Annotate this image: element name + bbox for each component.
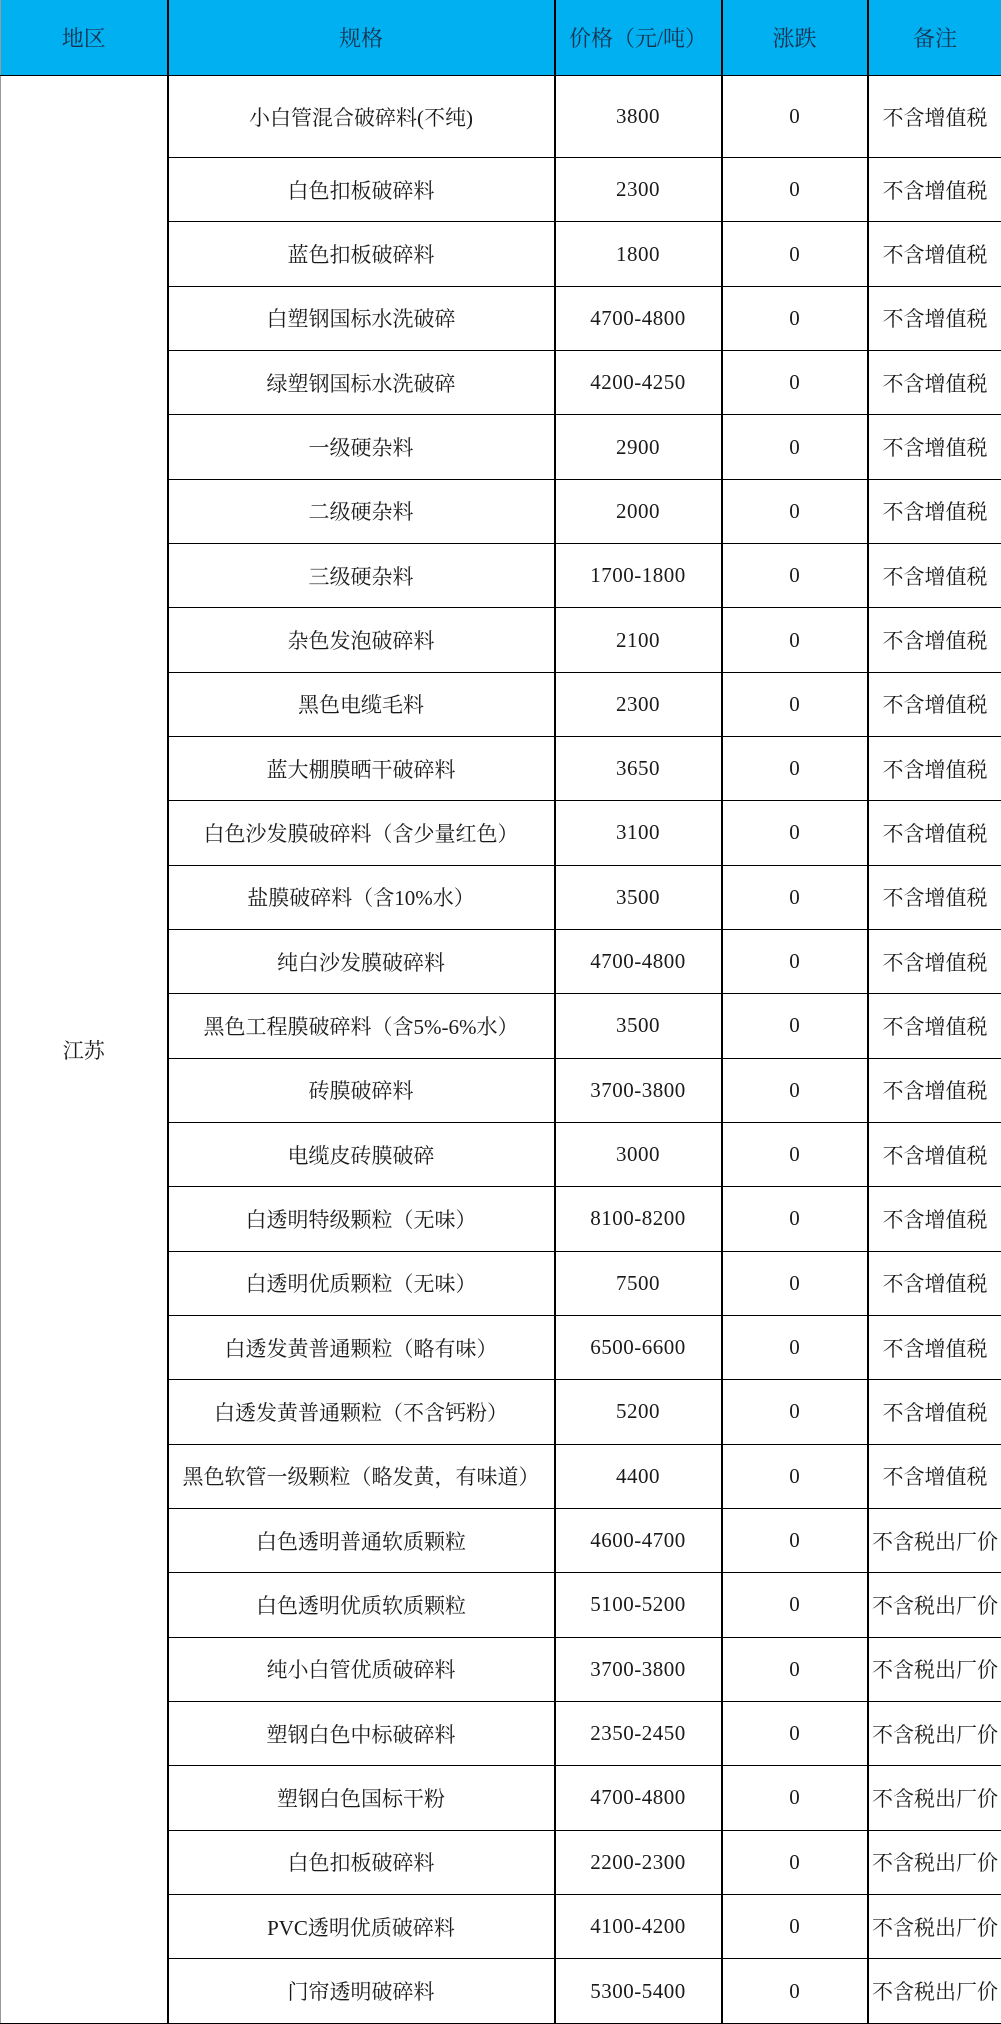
price-cell: 3000 <box>555 1122 722 1186</box>
remark-cell: 不含增值税 <box>868 286 1001 350</box>
remark-cell: 不含税出厂价 <box>868 1959 1001 2024</box>
remark-cell: 不含增值税 <box>868 222 1001 286</box>
spec-cell: 黑色软管一级颗粒（略发黄，有味道） <box>168 1444 555 1508</box>
remark-cell: 不含增值税 <box>868 1251 1001 1315</box>
price-cell: 3800 <box>555 76 722 158</box>
change-cell: 0 <box>722 222 868 286</box>
remark-cell: 不含增值税 <box>868 929 1001 993</box>
price-cell: 3100 <box>555 801 722 865</box>
remark-cell: 不含增值税 <box>868 1122 1001 1186</box>
change-cell: 0 <box>722 415 868 479</box>
remark-cell: 不含增值税 <box>868 1380 1001 1444</box>
spec-cell: 白透发黄普通颗粒（不含钙粉） <box>168 1380 555 1444</box>
price-cell: 4700-4800 <box>555 929 722 993</box>
remark-cell: 不含增值税 <box>868 1444 1001 1508</box>
spec-cell: 盐膜破碎料（含10%水） <box>168 865 555 929</box>
table-body <box>1 76 1001 2024</box>
region-cell: 江苏 <box>1 76 168 2024</box>
remark-cell: 不含增值税 <box>868 1187 1001 1251</box>
change-cell: 0 <box>722 608 868 672</box>
change-cell: 0 <box>722 1894 868 1958</box>
remark-cell: 不含税出厂价 <box>868 1701 1001 1765</box>
price-cell: 2100 <box>555 608 722 672</box>
remark-cell: 不含增值税 <box>868 801 1001 865</box>
header-region: 地区 <box>1 0 168 76</box>
price-cell: 4600-4700 <box>555 1508 722 1572</box>
spec-cell: 塑钢白色国标干粉 <box>168 1766 555 1830</box>
spec-cell: 纯白沙发膜破碎料 <box>168 929 555 993</box>
change-cell: 0 <box>722 158 868 222</box>
price-cell: 8100-8200 <box>555 1187 722 1251</box>
spec-cell: 小白管混合破碎料(不纯) <box>168 76 555 158</box>
price-cell: 7500 <box>555 1251 722 1315</box>
price-cell: 4700-4800 <box>555 286 722 350</box>
spec-cell: 蓝大棚膜晒干破碎料 <box>168 737 555 801</box>
change-cell: 0 <box>722 1959 868 2024</box>
change-cell: 0 <box>722 1701 868 1765</box>
spec-cell: 白色透明普通软质颗粒 <box>168 1508 555 1572</box>
change-cell: 0 <box>722 801 868 865</box>
price-cell: 3700-3800 <box>555 1637 722 1701</box>
price-cell: 4100-4200 <box>555 1894 722 1958</box>
change-cell: 0 <box>722 1766 868 1830</box>
spec-cell: 白色沙发膜破碎料（含少量红色） <box>168 801 555 865</box>
price-cell: 2350-2450 <box>555 1701 722 1765</box>
price-cell: 3500 <box>555 994 722 1058</box>
remark-cell: 不含增值税 <box>868 737 1001 801</box>
header-row <box>1 0 1001 76</box>
change-cell: 0 <box>722 1315 868 1379</box>
change-cell: 0 <box>722 929 868 993</box>
header-change: 涨跌 <box>722 0 868 76</box>
price-cell: 2200-2300 <box>555 1830 722 1894</box>
change-cell: 0 <box>722 479 868 543</box>
change-cell: 0 <box>722 1637 868 1701</box>
change-cell: 0 <box>722 865 868 929</box>
price-cell: 4400 <box>555 1444 722 1508</box>
spec-cell: PVC透明优质破碎料 <box>168 1894 555 1958</box>
price-cell: 2900 <box>555 415 722 479</box>
spec-cell: 塑钢白色中标破碎料 <box>168 1701 555 1765</box>
header-price: 价格（元/吨） <box>555 0 722 76</box>
price-cell: 1800 <box>555 222 722 286</box>
spec-cell: 黑色工程膜破碎料（含5%-6%水） <box>168 994 555 1058</box>
change-cell: 0 <box>722 1573 868 1637</box>
remark-cell: 不含增值税 <box>868 158 1001 222</box>
spec-cell: 白透发黄普通颗粒（略有味） <box>168 1315 555 1379</box>
change-cell: 0 <box>722 1830 868 1894</box>
spec-cell: 电缆皮砖膜破碎 <box>168 1122 555 1186</box>
price-cell: 5200 <box>555 1380 722 1444</box>
remark-cell: 不含税出厂价 <box>868 1830 1001 1894</box>
spec-cell: 白透明特级颗粒（无味） <box>168 1187 555 1251</box>
remark-cell: 不含增值税 <box>868 415 1001 479</box>
remark-cell: 不含税出厂价 <box>868 1508 1001 1572</box>
remark-cell: 不含增值税 <box>868 608 1001 672</box>
change-cell: 0 <box>722 994 868 1058</box>
remark-cell: 不含增值税 <box>868 865 1001 929</box>
price-cell: 4700-4800 <box>555 1766 722 1830</box>
spec-cell: 白色扣板破碎料 <box>168 158 555 222</box>
table-row <box>1 76 1001 158</box>
spec-cell: 白色透明优质软质颗粒 <box>168 1573 555 1637</box>
spec-cell: 纯小白管优质破碎料 <box>168 1637 555 1701</box>
price-cell: 1700-1800 <box>555 544 722 608</box>
change-cell: 0 <box>722 1444 868 1508</box>
change-cell: 0 <box>722 1508 868 1572</box>
change-cell: 0 <box>722 351 868 415</box>
change-cell: 0 <box>722 737 868 801</box>
change-cell: 0 <box>722 1380 868 1444</box>
spec-cell: 二级硬杂料 <box>168 479 555 543</box>
spec-cell: 蓝色扣板破碎料 <box>168 222 555 286</box>
spec-cell: 白塑钢国标水洗破碎 <box>168 286 555 350</box>
header-spec: 规格 <box>168 0 555 76</box>
remark-cell: 不含税出厂价 <box>868 1766 1001 1830</box>
spec-cell: 黑色电缆毛料 <box>168 672 555 736</box>
table-header <box>1 0 1001 76</box>
change-cell: 0 <box>722 1251 868 1315</box>
change-cell: 0 <box>722 1122 868 1186</box>
remark-cell: 不含增值税 <box>868 994 1001 1058</box>
remark-cell: 不含增值税 <box>868 1058 1001 1122</box>
remark-cell: 不含增值税 <box>868 76 1001 158</box>
spec-cell: 绿塑钢国标水洗破碎 <box>168 351 555 415</box>
price-cell: 3700-3800 <box>555 1058 722 1122</box>
price-cell: 2300 <box>555 158 722 222</box>
change-cell: 0 <box>722 76 868 158</box>
price-cell: 3500 <box>555 865 722 929</box>
change-cell: 0 <box>722 672 868 736</box>
header-remark: 备注 <box>868 0 1001 76</box>
remark-cell: 不含增值税 <box>868 351 1001 415</box>
spec-cell: 三级硬杂料 <box>168 544 555 608</box>
remark-cell: 不含税出厂价 <box>868 1894 1001 1958</box>
remark-cell: 不含增值税 <box>868 544 1001 608</box>
price-cell: 3650 <box>555 737 722 801</box>
spec-cell: 杂色发泡破碎料 <box>168 608 555 672</box>
price-cell: 4200-4250 <box>555 351 722 415</box>
change-cell: 0 <box>722 1187 868 1251</box>
price-cell: 6500-6600 <box>555 1315 722 1379</box>
price-cell: 2300 <box>555 672 722 736</box>
spec-cell: 砖膜破碎料 <box>168 1058 555 1122</box>
spec-cell: 门帘透明破碎料 <box>168 1959 555 2024</box>
remark-cell: 不含增值税 <box>868 479 1001 543</box>
remark-cell: 不含增值税 <box>868 672 1001 736</box>
spec-cell: 一级硬杂料 <box>168 415 555 479</box>
remark-cell: 不含增值税 <box>868 1315 1001 1379</box>
change-cell: 0 <box>722 544 868 608</box>
remark-cell: 不含税出厂价 <box>868 1637 1001 1701</box>
change-cell: 0 <box>722 286 868 350</box>
price-cell: 5100-5200 <box>555 1573 722 1637</box>
spec-cell: 白透明优质颗粒（无味） <box>168 1251 555 1315</box>
spec-cell: 白色扣板破碎料 <box>168 1830 555 1894</box>
price-cell: 5300-5400 <box>555 1959 722 2024</box>
change-cell: 0 <box>722 1058 868 1122</box>
price-cell: 2000 <box>555 479 722 543</box>
remark-cell: 不含税出厂价 <box>868 1573 1001 1637</box>
